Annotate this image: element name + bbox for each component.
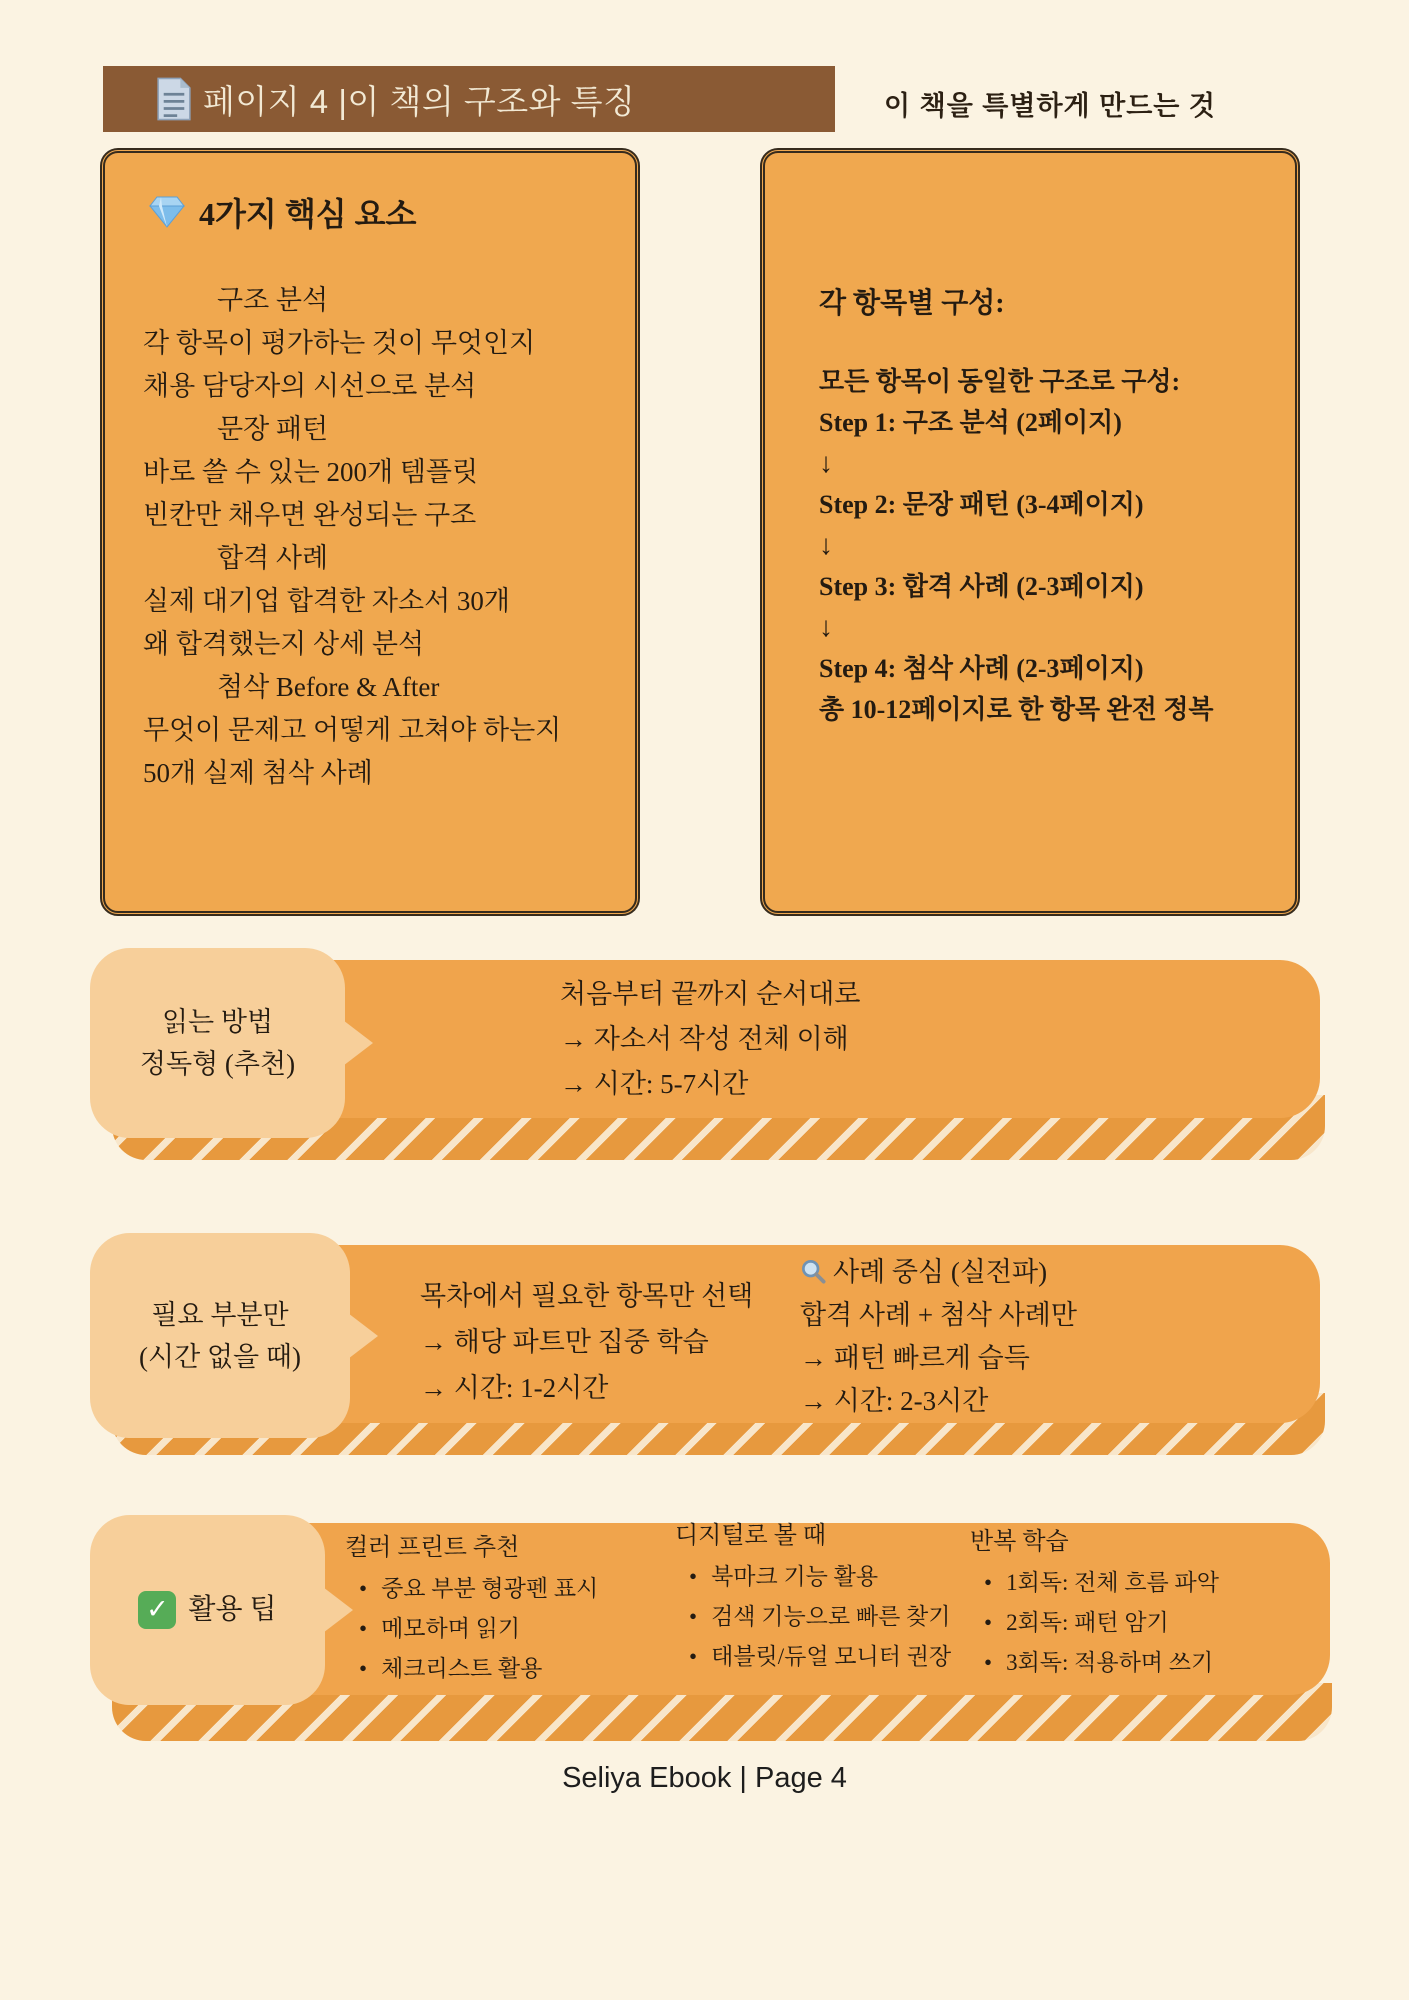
list-item: 각 항목이 평가하는 것이 무엇인지 — [143, 328, 536, 358]
tips-col-print — [345, 1531, 598, 1689]
reading-method-tab — [90, 948, 345, 1138]
core-elements-list — [143, 279, 635, 795]
reading-method-banner — [90, 945, 1335, 1175]
list-item: 문장 패턴 — [217, 414, 329, 444]
tab-label: 정독형 (추천) — [139, 1049, 296, 1079]
list-item: 왜 합격했는지 상세 분석 — [143, 629, 425, 659]
col2-title: 사례 중심 (실전파) — [833, 1257, 1048, 1287]
step-line: Step 1: 구조 분석 (2페이지) — [819, 408, 1122, 437]
banner-line: → 패턴 빠르게 습득 — [800, 1343, 1030, 1373]
tip-item: • 메모하며 읽기 — [345, 1609, 598, 1649]
tip-item: • 북마크 기능 활용 — [675, 1557, 951, 1597]
reading-method-text — [560, 972, 860, 1107]
banner-line: 합격 사례 + 첨삭 사례만 — [800, 1300, 1077, 1330]
structure-line: 총 10-12페이지로 한 항목 완전 정복 — [819, 695, 1214, 724]
page-footer: Seliya Ebook | Page 4 — [562, 1762, 847, 1794]
list-item: 바로 쓸 수 있는 200개 템플릿 — [143, 457, 479, 487]
tips-col-title: 반복 학습 — [970, 1529, 1069, 1555]
case-focused-col2 — [800, 1251, 1077, 1423]
banner-line: 목차에서 필요한 항목만 선택 — [420, 1281, 754, 1311]
document-icon — [155, 76, 193, 122]
tips-col-title: 컬러 프린트 추천 — [345, 1535, 520, 1561]
partial-reading-tab — [90, 1233, 350, 1438]
tip-item: • 중요 부분 형광펜 표시 — [345, 1569, 598, 1609]
partial-reading-banner — [90, 1233, 1335, 1463]
banner-line: → 시간: 2-3시간 — [800, 1386, 989, 1416]
step-line: Step 3: 합격 사례 (2-3페이지) — [819, 572, 1144, 601]
tips-col-digital — [675, 1519, 951, 1677]
structure-line: 모든 항목이 동일한 구조로 구성: — [819, 367, 1181, 396]
step-line: Step 4: 첨삭 사례 (2-3페이지) — [819, 654, 1144, 683]
tips-list — [970, 1563, 1219, 1683]
down-arrow-icon: ↓ — [819, 530, 833, 561]
banner-line: → 해당 파트만 집중 학습 — [420, 1327, 709, 1357]
structure-steps — [819, 361, 1295, 730]
tip-item: • 태블릿/듀얼 모니터 권장 — [675, 1637, 951, 1677]
core-elements-box — [100, 148, 640, 916]
tip-item: • 3회독: 적용하며 쓰기 — [970, 1643, 1219, 1683]
core-elements-title — [149, 189, 635, 235]
tab-label: 활용 팁 — [188, 1594, 277, 1625]
list-item: 실제 대기업 합격한 자소서 30개 — [143, 586, 510, 616]
partial-reading-col1 — [420, 1273, 753, 1411]
list-item: 합격 사례 — [217, 543, 329, 573]
list-item: 빈칸만 채우면 완성되는 구조 — [143, 500, 477, 530]
tip-item: • 검색 기능으로 빠른 찾기 — [675, 1597, 951, 1637]
tips-col-title: 디지털로 볼 때 — [675, 1523, 827, 1549]
tip-item: • 1회독: 전체 흐름 파악 — [970, 1563, 1219, 1603]
tips-list — [345, 1569, 598, 1689]
tips-list — [675, 1557, 951, 1677]
section-title: 페이지 4 |이 책의 구조와 특징 — [203, 82, 636, 120]
down-arrow-icon: ↓ — [819, 448, 833, 479]
tab-label: (시간 없을 때) — [139, 1341, 301, 1372]
check-icon: ✓ — [138, 1591, 176, 1629]
banner-line: 처음부터 끝까지 순서대로 — [560, 979, 861, 1009]
structure-title: 각 항목별 구성: — [819, 288, 1005, 319]
banner-line: → 자소서 작성 전체 이해 — [560, 1024, 849, 1054]
core-elements-title-text: 4가지 핵심 요소 — [199, 196, 417, 232]
tab-label: 필요 부분만 — [151, 1299, 289, 1330]
list-item: 첨삭 Before & After — [217, 672, 440, 702]
banner-line: → 시간: 1-2시간 — [420, 1373, 609, 1403]
banner-line: → 시간: 5-7시간 — [560, 1069, 749, 1099]
list-item: 무엇이 문제고 어떻게 고쳐야 하는지 — [143, 715, 562, 745]
list-item: 구조 분석 — [217, 285, 329, 315]
step-line: Step 2: 문장 패턴 (3-4페이지) — [819, 490, 1144, 519]
tab-label: 읽는 방법 — [161, 1007, 274, 1037]
list-item: 채용 담당자의 시선으로 분석 — [143, 371, 477, 401]
down-arrow-icon: ↓ — [819, 612, 833, 643]
usage-tips-tab — [90, 1515, 325, 1705]
tips-col-repeat — [970, 1525, 1219, 1683]
list-item: 50개 실제 첨삭 사례 — [143, 758, 373, 788]
usage-tips-banner — [90, 1505, 1335, 1750]
tip-item: • 체크리스트 활용 — [345, 1649, 598, 1689]
diamond-icon — [149, 196, 185, 228]
header-subtitle: 이 책을 특별하게 만드는 것 — [884, 91, 1216, 121]
banner-line — [800, 1251, 1077, 1294]
tip-item: • 2회독: 패턴 암기 — [970, 1603, 1219, 1643]
magnifier-icon — [800, 1258, 827, 1285]
structure-box — [760, 148, 1300, 916]
section-title-bar — [103, 66, 835, 132]
